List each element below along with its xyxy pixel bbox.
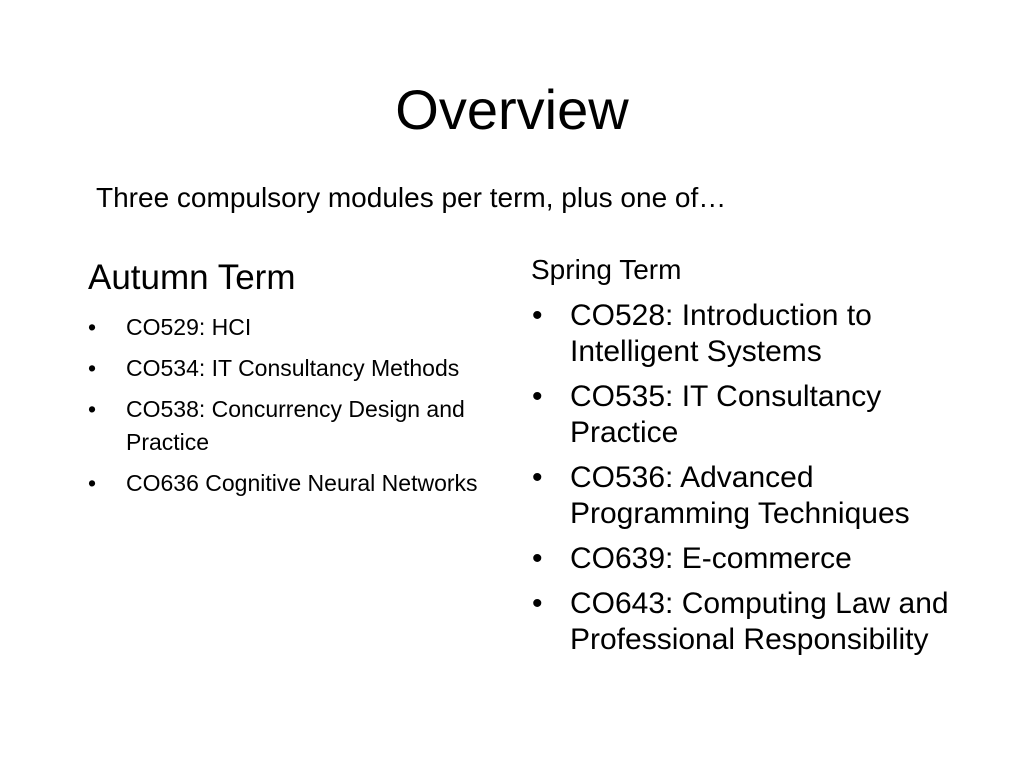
spring-module-list <box>531 298 951 658</box>
module-label: CO535: IT Consultancy Practice <box>570 380 882 449</box>
module-label: CO536: Advanced Programming Techniques <box>570 461 910 530</box>
autumn-module-list <box>88 311 508 500</box>
list-item <box>531 379 951 451</box>
module-label: CO643: Computing Law and Professional Responsibility <box>570 587 949 656</box>
list-item <box>531 541 951 577</box>
bullet-icon: • <box>88 396 97 422</box>
module-label: CO639: E-commerce <box>570 542 852 575</box>
bullet-icon: • <box>88 355 97 381</box>
slide-title: Overview <box>395 78 629 141</box>
spring-term-heading: Spring Term <box>531 254 682 285</box>
list-item <box>88 311 508 344</box>
bullet-icon: • <box>532 380 543 413</box>
list-item <box>531 460 951 532</box>
bullet-icon: • <box>532 299 543 332</box>
module-label: CO538: Concurrency Design and Practice <box>126 396 465 455</box>
bullet-icon: • <box>88 470 97 496</box>
autumn-term-heading: Autumn Term <box>88 258 296 297</box>
slide-subtitle: Three compulsory modules per term, plus one of… <box>96 182 727 213</box>
spring-term-column <box>531 252 951 667</box>
list-item <box>88 467 508 500</box>
module-label: CO529: HCI <box>126 314 252 340</box>
list-item <box>88 393 508 459</box>
autumn-term-column <box>88 256 508 508</box>
bullet-icon: • <box>532 587 543 620</box>
list-item <box>531 298 951 370</box>
bullet-icon: • <box>532 461 543 494</box>
bullet-icon: • <box>88 314 97 340</box>
list-item <box>88 352 508 385</box>
list-item <box>531 586 951 658</box>
module-label: CO534: IT Consultancy Methods <box>126 355 460 381</box>
bullet-icon: • <box>532 542 543 575</box>
module-label: CO528: Introduction to Intelligent Systems <box>570 299 872 368</box>
module-label: CO636 Cognitive Neural Networks <box>126 470 478 496</box>
